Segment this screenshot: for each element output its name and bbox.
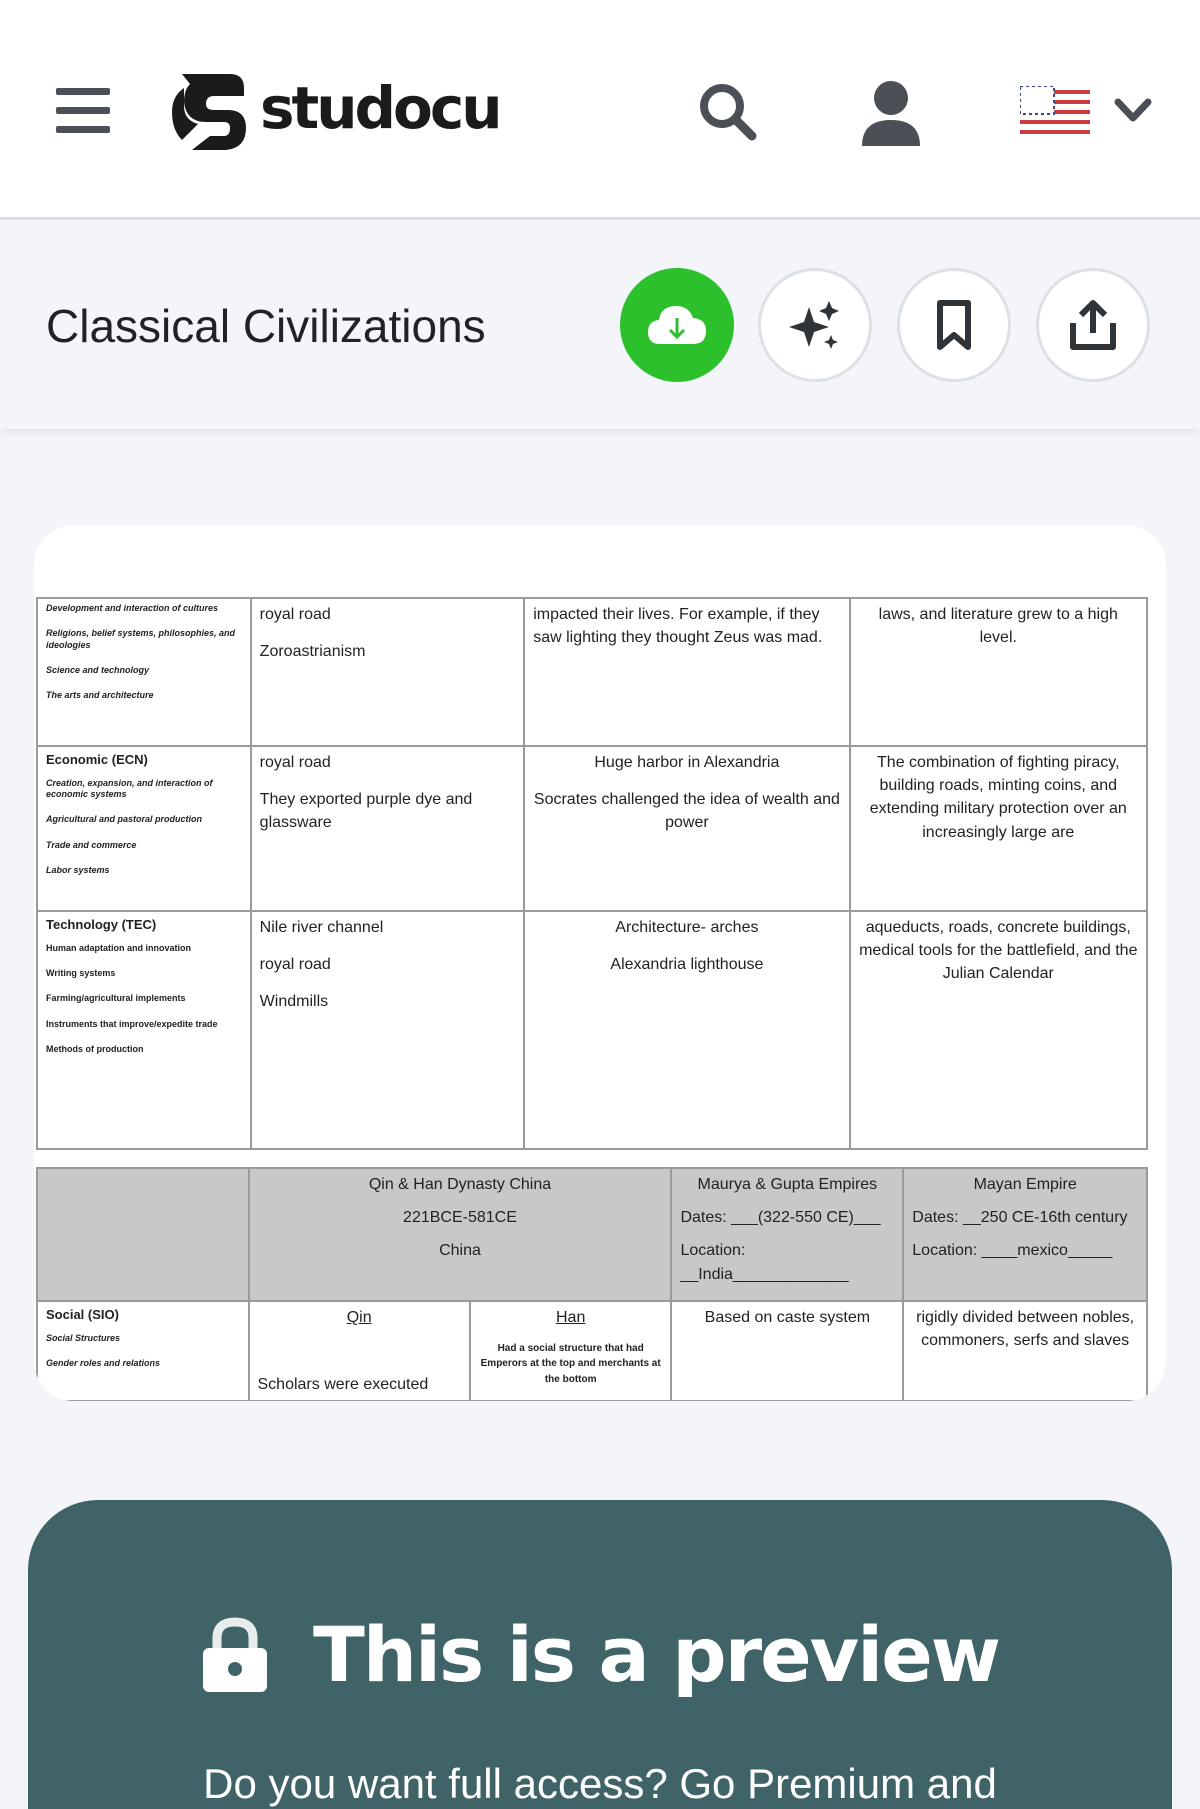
user-icon[interactable] bbox=[858, 78, 924, 148]
preview-subtitle: Do you want full access? Go Premium and bbox=[203, 1760, 997, 1807]
category-item: Labor systems bbox=[46, 864, 110, 875]
header-text: Location: ____mexico_____ bbox=[912, 1242, 1113, 1260]
category-item: Human adaptation and innovation bbox=[46, 942, 192, 953]
cell-text: Alexandria lighthouse bbox=[610, 956, 764, 974]
cell-text: Socrates challenged the idea of wealth and power bbox=[533, 791, 840, 832]
table-cell bbox=[850, 598, 1147, 746]
cell-text: Had a social structure that had Emperors at the top and merchants at the bottom bbox=[480, 1342, 661, 1385]
header-cell-china bbox=[249, 1168, 672, 1301]
category-item: Development and interaction of cultures bbox=[46, 603, 219, 613]
lock-icon bbox=[201, 1616, 269, 1694]
category-item: Writing systems bbox=[46, 968, 116, 979]
table-cell bbox=[251, 598, 525, 746]
table-cell bbox=[850, 911, 1147, 1149]
category-item: Methods of production bbox=[46, 1043, 144, 1054]
cell-text: Zoroastrianism bbox=[259, 643, 366, 661]
document-preview-page bbox=[34, 525, 1166, 1401]
category-item: Creation, expansion, and interaction of economic systems bbox=[46, 777, 213, 800]
table-cell-han bbox=[470, 1301, 672, 1401]
category-item: The arts and architecture bbox=[46, 690, 154, 700]
header-text: China bbox=[439, 1242, 481, 1260]
table-cell bbox=[671, 1301, 903, 1401]
civilizations-table bbox=[36, 597, 1148, 1150]
table-row bbox=[37, 911, 1147, 1149]
qin-label: Qin bbox=[346, 1308, 372, 1326]
cell-text: Nile river channel bbox=[259, 919, 384, 936]
header-text: Location: __India_____________ bbox=[680, 1242, 849, 1283]
empires-table bbox=[36, 1167, 1148, 1401]
chevron-down-icon[interactable] bbox=[1112, 92, 1154, 128]
cell-text: The combination of fighting piracy, building roads, minting coins, and extending military protection over an increasingly large are bbox=[869, 754, 1127, 841]
category-item: Gender roles and relations bbox=[46, 1357, 161, 1368]
document-header bbox=[0, 223, 1200, 429]
cell-text: impacted their lives. For example, if they saw lighting they thought Zeus was mad. bbox=[533, 606, 823, 647]
header-text: Dates: __250 CE-16th century bbox=[912, 1209, 1128, 1227]
header-text: Maurya & Gupta Empires bbox=[697, 1176, 878, 1193]
cell-text: aqueducts, roads, concrete buildings, medical tools for the battlefield, and the Julian Calendar bbox=[859, 919, 1138, 983]
category-item: Farming/agricultural implements bbox=[46, 993, 186, 1004]
header-text: Mayan Empire bbox=[973, 1176, 1077, 1193]
cell-text: royal road bbox=[259, 606, 331, 623]
header-cell-india bbox=[671, 1168, 903, 1301]
preview-title: This is a preview bbox=[313, 1610, 999, 1699]
category-cell bbox=[37, 746, 251, 911]
preview-paywall-banner bbox=[28, 1500, 1172, 1809]
studocu-logo[interactable] bbox=[162, 66, 500, 156]
category-item: Trade and commerce bbox=[46, 839, 137, 850]
table-cell bbox=[524, 746, 849, 911]
cell-text: Huge harbor in Alexandria bbox=[594, 754, 780, 771]
header-text: 221BCE-581CE bbox=[403, 1209, 517, 1227]
han-label: Han bbox=[555, 1308, 586, 1326]
category-item: Instruments that improve/expedite trade bbox=[46, 1018, 218, 1029]
studocu-logo-mark-icon bbox=[162, 66, 252, 156]
cell-text: laws, and literature grew to a high level. bbox=[878, 606, 1118, 647]
cell-text: Windmills bbox=[259, 993, 329, 1011]
document-title: Classical Civilizations bbox=[46, 300, 486, 352]
download-icon bbox=[646, 300, 708, 350]
hamburger-menu-icon[interactable] bbox=[56, 88, 110, 132]
table-cell bbox=[251, 746, 525, 911]
cell-text: Architecture- arches bbox=[615, 919, 759, 936]
brand-name: studocu bbox=[260, 74, 500, 142]
search-icon[interactable] bbox=[694, 78, 760, 144]
category-title: Economic (ECN) bbox=[46, 752, 148, 767]
table-header-row bbox=[37, 1168, 1147, 1301]
header-text: Qin & Han Dynasty China bbox=[368, 1176, 552, 1193]
table-row bbox=[37, 746, 1147, 911]
category-item: Religions, belief systems, philosophies, and ideologies bbox=[46, 628, 236, 650]
table-cell bbox=[524, 598, 849, 746]
cell-text: royal road bbox=[259, 754, 331, 771]
header-cell-maya bbox=[903, 1168, 1147, 1301]
category-cell bbox=[37, 1301, 249, 1401]
share-icon bbox=[1067, 297, 1119, 353]
cell-text: They exported purple dye and glassware bbox=[259, 791, 473, 832]
top-navbar bbox=[0, 0, 1200, 220]
cell-text: rigidly divided between nobles, commoners, serfs and slaves bbox=[916, 1308, 1135, 1349]
bookmark-button[interactable] bbox=[897, 268, 1011, 382]
bookmark-icon bbox=[934, 299, 974, 351]
ai-sparkle-icon bbox=[787, 297, 843, 353]
preview-heading bbox=[28, 1610, 1172, 1699]
us-flag-icon[interactable] bbox=[1020, 86, 1090, 136]
table-cell bbox=[903, 1301, 1147, 1401]
category-item: Social Structures bbox=[46, 1332, 121, 1343]
category-item: Agricultural and pastoral production bbox=[46, 814, 203, 825]
cell-text: royal road bbox=[259, 956, 331, 974]
category-cell bbox=[37, 911, 251, 1149]
table-cell bbox=[524, 911, 849, 1149]
table-row bbox=[37, 598, 1147, 746]
table-cell-qin bbox=[249, 1301, 470, 1401]
table-row bbox=[37, 1301, 1147, 1401]
ai-assistant-button[interactable] bbox=[758, 268, 872, 382]
header-cell-empty bbox=[37, 1168, 249, 1301]
cell-text: Based on caste system bbox=[704, 1308, 871, 1326]
category-title: Technology (TEC) bbox=[46, 917, 157, 932]
share-button[interactable] bbox=[1036, 268, 1150, 382]
table-cell bbox=[850, 746, 1147, 911]
category-title: Social (SIO) bbox=[46, 1306, 119, 1322]
category-item: Science and technology bbox=[46, 664, 150, 675]
cell-text: Scholars were executed bbox=[257, 1375, 429, 1393]
table-cell bbox=[251, 911, 525, 1149]
header-text: Dates: ___(322-550 CE)___ bbox=[680, 1209, 881, 1227]
category-cell bbox=[37, 598, 251, 746]
download-button[interactable] bbox=[620, 268, 734, 382]
